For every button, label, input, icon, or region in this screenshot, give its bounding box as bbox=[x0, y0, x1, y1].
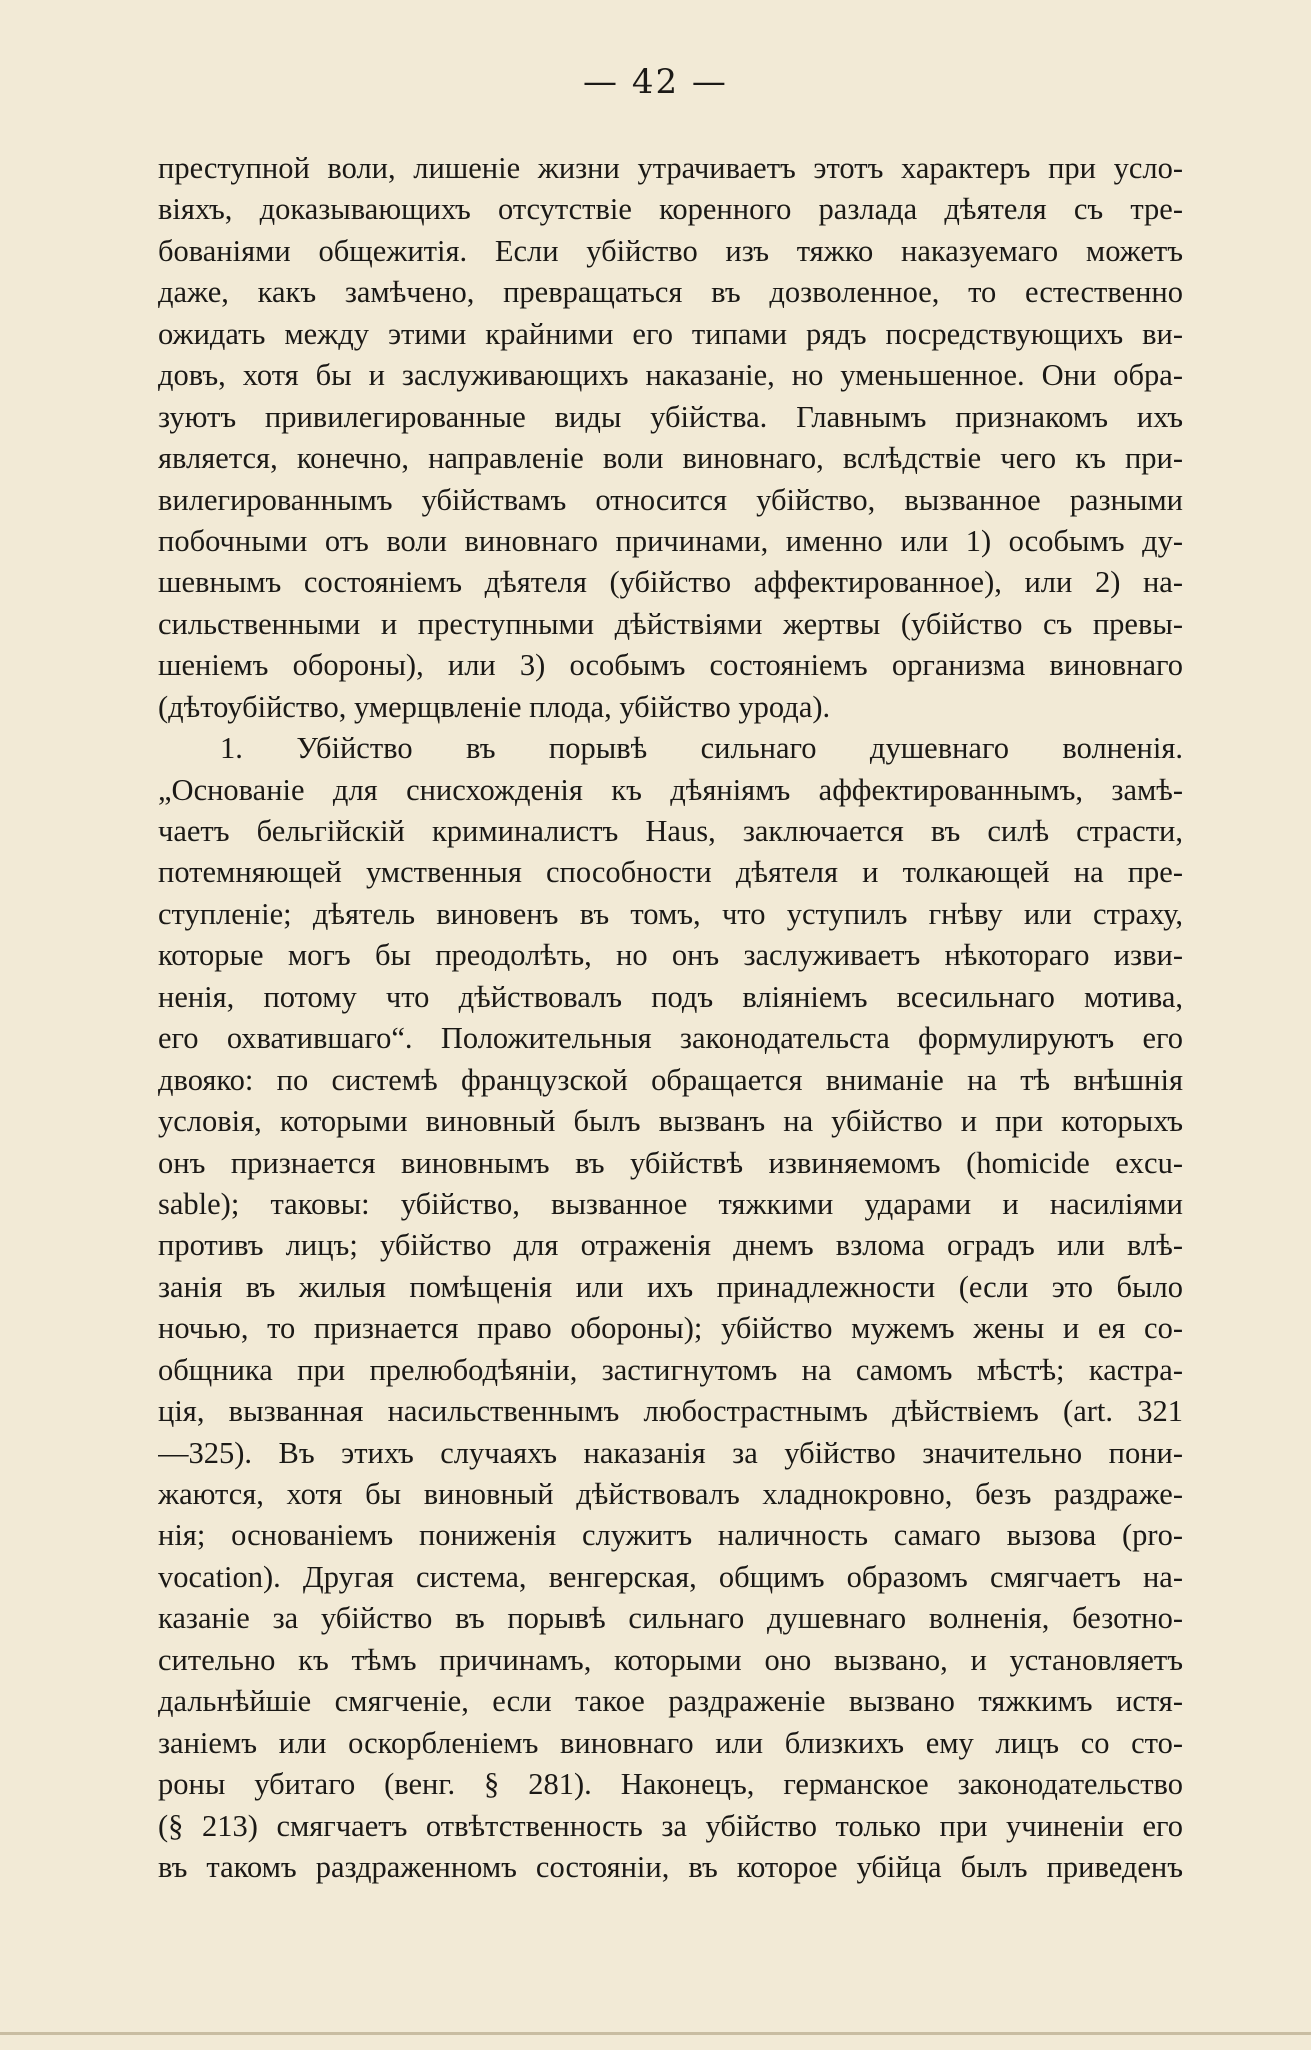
text-line: чаетъ бельгійскій криминалистъ Haus, заключается въ силѣ страсти, bbox=[158, 814, 1183, 848]
text-line: вилегированнымъ убійствамъ относится убійство, вызванное разными bbox=[158, 482, 1183, 517]
page-edge-divider bbox=[0, 2032, 1311, 2035]
text-line: занія въ жилыя помѣщенія или ихъ принадлежности (если это было bbox=[158, 1269, 1183, 1304]
page-number: — 42 — bbox=[583, 62, 728, 102]
text-line: ненія, потому что дѣйствовалъ подъ вліяніемъ всесильнаго мотива, bbox=[158, 979, 1183, 1014]
text-line: жаются, хотя бы виновный дѣйствовалъ хладнокровно, безъ раздраже- bbox=[158, 1477, 1183, 1511]
text-line: его охватившаго“. Положительныя законодательста формулируютъ его bbox=[158, 1021, 1183, 1056]
text-line: ожидать между этими крайними его типами рядъ посредствующихъ ви- bbox=[158, 316, 1183, 351]
text-line: (§ 213) смягчаетъ отвѣтственность за убійство только при учиненіи его bbox=[158, 1808, 1183, 1843]
text-line: дальнѣйшіе смягченіе, если такое раздраженіе вызвано тяжкимъ истя- bbox=[158, 1684, 1183, 1719]
text-line: бованіями общежитія. Если убійство изъ тяжко наказуемаго можетъ bbox=[158, 233, 1183, 268]
text-line: 1. Убійство въ порывѣ сильнаго душевнаго волненія. bbox=[220, 731, 1183, 766]
text-line: сительно къ тѣмъ причинамъ, которыми оно вызвано, и установляетъ bbox=[158, 1642, 1183, 1677]
text-line: въ такомъ раздраженномъ состояніи, въ которое убійца былъ приведенъ bbox=[158, 1849, 1183, 1884]
text-line: ступленіе; дѣятель виновенъ въ томъ, что уступилъ гнѣву или страху, bbox=[158, 896, 1183, 931]
text-line: роны убитаго (венг. § 281). Наконецъ, германское законодательство bbox=[158, 1767, 1183, 1802]
text-line: является, конечно, направленіе воли виновнаго, вслѣдствіе чего къ при- bbox=[158, 441, 1183, 476]
text-line: (дѣтоубійство, умерщвленіе плода, убійство урода). bbox=[158, 689, 831, 724]
text-line: побочными отъ воли виновнаго причинами, именно или 1) особымъ ду- bbox=[158, 523, 1183, 558]
text-line: —325). Въ этихъ случаяхъ наказанія за убійство значительно пони- bbox=[158, 1435, 1183, 1470]
text-line: „Основаніе для снисхожденія къ дѣяніямъ аффектированнымъ, замѣ- bbox=[158, 772, 1183, 807]
text-line: казаніе за убійство въ порывѣ сильнаго душевнаго волненія, безотно- bbox=[158, 1601, 1183, 1636]
text-line: ція, вызванная насильственнымъ любострастнымъ дѣйствіемъ (art. 321 bbox=[158, 1394, 1183, 1429]
text-line: условія, которыми виновный былъ вызванъ на убійство и при которыхъ bbox=[158, 1104, 1183, 1139]
text-line: sable); таковы: убійство, вызванное тяжкими ударами и насиліями bbox=[158, 1186, 1183, 1221]
text-line: зуютъ привилегированные виды убійства. Главнымъ признакомъ ихъ bbox=[158, 399, 1183, 434]
text-line: преступной воли, лишеніе жизни утрачиваетъ этотъ характеръ при усло- bbox=[158, 151, 1183, 185]
text-line: ночью, то признается право обороны); убійство мужемъ жены и ея со- bbox=[158, 1311, 1183, 1346]
text-line: довъ, хотя бы и заслуживающихъ наказаніе, но уменьшенное. Они обра- bbox=[158, 358, 1183, 393]
text-line: шеніемъ обороны), или 3) особымъ состояніемъ организма виновнаго bbox=[158, 648, 1183, 683]
text-line: заніемъ или оскорбленіемъ виновнаго или близкихъ ему лицъ со сто- bbox=[158, 1725, 1183, 1760]
text-line: сильственными и преступными дѣйствіями жертвы (убійство съ превы- bbox=[158, 606, 1183, 641]
body-text bbox=[158, 148, 1183, 1888]
text-line: онъ признается виновнымъ въ убійствѣ извиняемомъ (homicide excu- bbox=[158, 1145, 1183, 1180]
text-line: которые могъ бы преодолѣть, но онъ заслуживаетъ нѣкотораго изви- bbox=[158, 938, 1183, 973]
text-line: даже, какъ замѣчено, превращаться въ дозволенное, то естественно bbox=[158, 275, 1183, 310]
text-line: двояко: по системѣ французской обращается вниманіе на тѣ внѣшнія bbox=[158, 1062, 1183, 1097]
text-line: потемняющей умственныя способности дѣятеля и толкающей на пре- bbox=[158, 855, 1183, 890]
text-line: общника при прелюбодѣяніи, застигнутомъ на самомъ мѣстѣ; кастра- bbox=[158, 1352, 1183, 1387]
text-line: противъ лицъ; убійство для отраженія днемъ взлома оградъ или влѣ- bbox=[158, 1228, 1183, 1263]
text-line: віяхъ, доказывающихъ отсутствіе коренного разлада дѣятеля съ тре- bbox=[158, 192, 1183, 227]
text-line: шевнымъ состояніемъ дѣятеля (убійство аффектированное), или 2) на- bbox=[158, 565, 1183, 600]
text-line: нія; основаніемъ пониженія служитъ наличность самаго вызова (pro- bbox=[158, 1518, 1183, 1553]
text-line: vocation). Другая система, венгерская, общимъ образомъ смягчаетъ на- bbox=[158, 1559, 1183, 1594]
